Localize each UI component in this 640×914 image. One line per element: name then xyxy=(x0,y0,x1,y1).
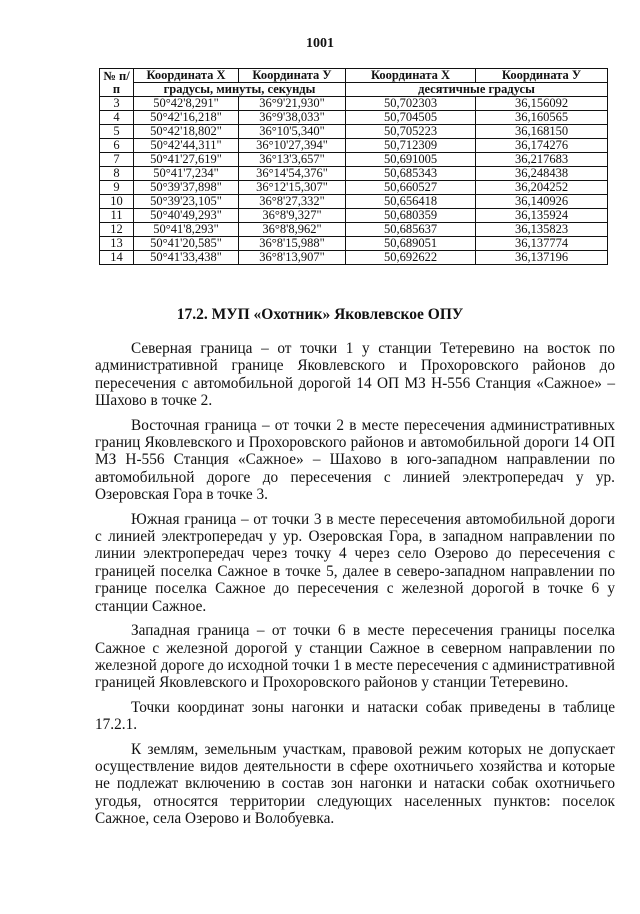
table-cell: 50,704505 xyxy=(346,111,476,125)
table-cell: 36,174276 xyxy=(476,139,608,153)
table-cell: 36°8'9,327" xyxy=(239,209,346,223)
table-row xyxy=(100,125,608,139)
table-cell: 50,712309 xyxy=(346,139,476,153)
header-number: № п/п xyxy=(100,69,134,97)
table-cell: 50°42'18,802" xyxy=(134,125,239,139)
table-cell: 36°14'54,376" xyxy=(239,167,346,181)
table-row xyxy=(100,195,608,209)
table-cell: 36,135823 xyxy=(476,223,608,237)
section-title: 17.2. МУП «Охотник» Яковлевское ОПУ xyxy=(176,306,464,323)
table-cell: 4 xyxy=(100,111,134,125)
table-cell: 50°39'23,105" xyxy=(134,195,239,209)
table-cell: 50,691005 xyxy=(346,153,476,167)
table-subheader-row xyxy=(100,83,608,97)
table-cell: 13 xyxy=(100,237,134,251)
table-cell: 50°42'8,291" xyxy=(134,97,239,111)
table-cell: 50°41'7,234" xyxy=(134,167,239,181)
paragraph-east: Восточная граница – от точки 2 в месте пересечения административных границ Яковлевского и Прохоровского районов и автомобильной дороги 14 ОП МЗ Н-556 Станция «Сажное» – Шахово в юго-западном направлении по автомобильной дороге до пересечения с линией электропередач у ур. Озеровская Гора в точке 3. xyxy=(95,416,615,504)
table-cell: 50°41'8,293" xyxy=(134,223,239,237)
header-coord-y-dms: Координата У xyxy=(239,69,346,83)
table-row xyxy=(100,167,608,181)
table-cell: 36°8'13,907" xyxy=(239,251,346,265)
table-row xyxy=(100,153,608,167)
table-cell: 7 xyxy=(100,153,134,167)
subheader-decimal: десятичные градусы xyxy=(346,83,608,97)
table-cell: 36°8'8,962" xyxy=(239,223,346,237)
table-cell: 50,705223 xyxy=(346,125,476,139)
table-cell: 36°9'38,033" xyxy=(239,111,346,125)
table-row xyxy=(100,97,608,111)
table-cell: 50,660527 xyxy=(346,181,476,195)
paragraph-table-ref: Точки координат зоны нагонки и натаски собак приведены в таблице 17.2.1. xyxy=(95,698,615,734)
table-cell: 14 xyxy=(100,251,134,265)
header-coord-x-dms: Координата Х xyxy=(134,69,239,83)
header-coord-y-dec: Координата У xyxy=(476,69,608,83)
table-cell: 36,168150 xyxy=(476,125,608,139)
table-cell: 36,137196 xyxy=(476,251,608,265)
table-cell: 50°41'27,619" xyxy=(134,153,239,167)
table-body xyxy=(100,97,608,265)
table-cell: 10 xyxy=(100,195,134,209)
table-cell: 50°41'33,438" xyxy=(134,251,239,265)
header-coord-x-dec: Координата Х xyxy=(346,69,476,83)
table-cell: 50°39'37,898" xyxy=(134,181,239,195)
coordinates-table xyxy=(99,68,608,265)
paragraph-south: Южная граница – от точки 3 в месте пересечения автомобильной дороги с линией электропередач у ур. Озеровская Гора, в западном направлении по линии электропередач через точку 4 через село Озерово до пересечения с границей поселка Сажное в точке 5, далее в северо-западном направлении по границе поселка Сажное до пересечения с железной дорогой в точке 6 у станции Сажное. xyxy=(95,510,615,615)
table-cell: 50,680359 xyxy=(346,209,476,223)
table-row xyxy=(100,237,608,251)
table-cell: 36,140926 xyxy=(476,195,608,209)
table-cell: 50,656418 xyxy=(346,195,476,209)
table-cell: 50,685343 xyxy=(346,167,476,181)
table-cell: 50°42'44,311" xyxy=(134,139,239,153)
table-row xyxy=(100,139,608,153)
table-cell: 6 xyxy=(100,139,134,153)
table-cell: 36°10'5,340" xyxy=(239,125,346,139)
table-cell: 8 xyxy=(100,167,134,181)
table-cell: 36,156092 xyxy=(476,97,608,111)
table-cell: 50°41'20,585" xyxy=(134,237,239,251)
table-row xyxy=(100,223,608,237)
table-cell: 36°9'21,930" xyxy=(239,97,346,111)
table-cell: 36°12'15,307" xyxy=(239,181,346,195)
page-number: 1001 xyxy=(306,36,334,51)
table-cell: 5 xyxy=(100,125,134,139)
table-cell: 50°42'16,218" xyxy=(134,111,239,125)
body-text xyxy=(95,340,615,835)
subheader-dms: градусы, минуты, секунды xyxy=(134,83,346,97)
table-cell: 36°10'27,394" xyxy=(239,139,346,153)
table-cell: 36°13'3,657" xyxy=(239,153,346,167)
table-cell: 50°40'49,293" xyxy=(134,209,239,223)
paragraph-west: Западная граница – от точки 6 в месте пересечения границы поселка Сажное с железной дорогой у станции Сажное в северном направлении по железной дороге до исходной точки 1 в месте пересечения с административной границей Яковлевского и Прохоровского районов у станции Тетеревино. xyxy=(95,622,615,692)
table-row xyxy=(100,111,608,125)
table-cell: 36,204252 xyxy=(476,181,608,195)
paragraph-north: Северная граница – от точки 1 у станции Тетеревино на восток по административной границе Яковлевского и Прохоровского районов до пересечения с автомобильной дорогой 14 ОП МЗ Н-556 Станция «Сажное» – Шахово в точке 2. xyxy=(95,340,615,410)
table-cell: 50,685637 xyxy=(346,223,476,237)
table-row xyxy=(100,209,608,223)
table-cell: 36,160565 xyxy=(476,111,608,125)
table-cell: 50,692622 xyxy=(346,251,476,265)
table-cell: 50,702303 xyxy=(346,97,476,111)
table-cell: 36°8'27,332" xyxy=(239,195,346,209)
table-row xyxy=(100,181,608,195)
table-cell: 9 xyxy=(100,181,134,195)
table-cell: 3 xyxy=(100,97,134,111)
paragraph-excluded-lands: К землям, земельным участкам, правовой режим которых не допускает осуществление видов деятельности в сфере охотничьего хозяйства и которые не подлежат включению в состав зон нагонки и натаски собак охотничьего угодья, относятся территории следующих населенных пунктов: поселок Сажное, села Озерово и Волобуевка. xyxy=(95,740,615,828)
table-header-row xyxy=(100,69,608,83)
table-cell: 36°8'15,988" xyxy=(239,237,346,251)
table-cell: 36,137774 xyxy=(476,237,608,251)
table-cell: 50,689051 xyxy=(346,237,476,251)
table-cell: 36,217683 xyxy=(476,153,608,167)
table-cell: 36,248438 xyxy=(476,167,608,181)
table-cell: 12 xyxy=(100,223,134,237)
table-cell: 36,135924 xyxy=(476,209,608,223)
table-row xyxy=(100,251,608,265)
table-cell: 11 xyxy=(100,209,134,223)
